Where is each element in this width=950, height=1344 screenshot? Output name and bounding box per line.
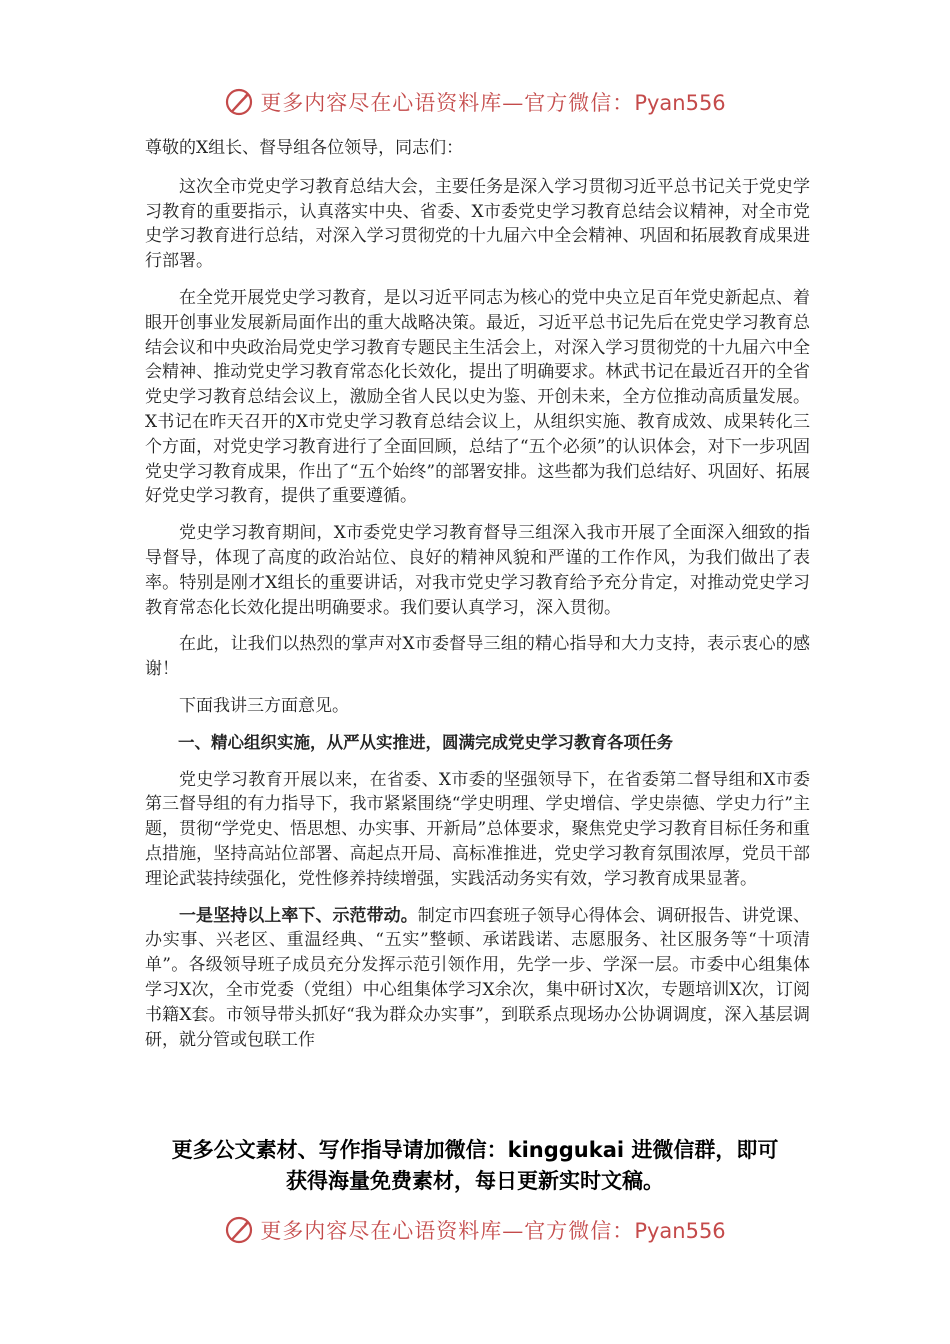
quill-logo-icon (224, 1215, 254, 1245)
watermark-wechat-id: Pyan556 (634, 91, 726, 115)
promo-line-2: 获得海量免费素材，每日更新实时文稿。 (286, 1169, 664, 1193)
watermark-prefix-footer: 更多内容尽在心语资料库—官方微信： (260, 1219, 635, 1243)
promo-banner (0, 1135, 950, 1197)
watermark-prefix: 更多内容尽在心语资料库—官方微信： (260, 91, 635, 115)
paragraph-summary: 党史学习教育开展以来，在省委、X市委的坚强领导下，在省委第二督导组和X市委第三督导组的有力指导下，我市紧紧围绕“学史明理、学史增信、学史崇德、学史力行”主题，贯彻“学党史、悟思想、办实事、开新局”总体要求，聚焦党史学习教育目标任务和重点措施，坚持高站位部署、高起点开局、高标准推进，党史学习教育氛围浓厚，党员干部理论武装持续强化，党性修养持续增强，实践活动务实有效，学习教育成果显著。 (145, 769, 810, 889)
promo-line-1: 更多公文素材、写作指导请加微信：kinggukai 进微信群，即可 (171, 1138, 779, 1162)
point-1-lead: 一是坚持以上率下、示范带动。 (179, 905, 418, 926)
watermark-wechat-id-footer: Pyan556 (634, 1219, 726, 1243)
point-1-body: 制定市四套班子领导心得体会、调研报告、讲党课、办实事、兴老区、重温经典、“五实”整顿、承诺践诺、志愿服务、社区服务等“十项清单”。各级领导班子成员充分发挥示范引领作用，先学一步、学深一层。市委中心组集体学习X次，全市党委（党组）中心组集体学习X余次，集中研讨X次，专题培训X次，订阅书籍X套。市领导带头抓好“我为群众办实事”，到联系点现场办公协调调度，深入基层调研，就分管或包联工作 (145, 905, 811, 1050)
document-body (145, 136, 810, 1064)
paragraph-intro: 这次全市党史学习教育总结大会，主要任务是深入学习贯彻习近平总书记关于党史学习教育的重要指示，认真落实中央、省委、X市委党史学习教育总结会议精神，对全市党史学习教育进行总结，对深入学习贯彻党的十九届六中全会精神、巩固和拓展教育成果进行部署。 (145, 176, 810, 272)
watermark-text-footer (260, 1215, 725, 1245)
paragraph-thanks: 在此，让我们以热烈的掌声对X市委督导三组的精心指导和大力支持，表示衷心的感谢！ (145, 634, 810, 680)
paragraph-point-1 (145, 904, 810, 1053)
paragraph-background: 在全党开展党史学习教育，是以习近平同志为核心的党中央立足百年党史新起点、着眼开创事业发展新局面作出的重大战略决策。最近，习近平总书记先后在党史学习教育总结会议和中央政治局党史学习教育专题民主生活会上，对深入学习贯彻党的十九届六中全会精神、推动党史学习教育常态化长效化，提出了明确要求。林武书记在最近召开的全省党史学习教育总结会议上，激励全省人民以史为鉴、开创未来，全方位推动高质量发展。X书记在昨天召开的X市党史学习教育总结会议上，从组织实施、教育成效、成果转化三个方面，对党史学习教育进行了全面回顾，总结了“五个必须”的认识体会，对下一步巩固党史学习教育成果，作出了“五个始终”的部署安排。这些都为我们总结好、巩固好、拓展好党史学习教育，提供了重要遵循。 (145, 287, 810, 507)
paragraph-supervision: 党史学习教育期间，X市委党史学习教育督导三组深入我市开展了全面深入细致的指导督导，体现了高度的政治站位、良好的精神风貌和严谨的工作作风，为我们做出了表率。特别是刚才X组长的重要讲话，对我市党史学习教育给予充分肯定，对推动党史学习教育常态化长效化提出明确要求。我们要认真学习，深入贯彻。 (145, 523, 810, 618)
section-heading-1: 一、精心组织实施，从严从实推进，圆满完成党史学习教育各项任务 (178, 732, 673, 752)
salutation: 尊敬的X组长、督导组各位领导，同志们： (145, 138, 464, 158)
paragraph-outline: 下面我讲三方面意见。 (179, 695, 349, 716)
footer-watermark (0, 1212, 950, 1248)
